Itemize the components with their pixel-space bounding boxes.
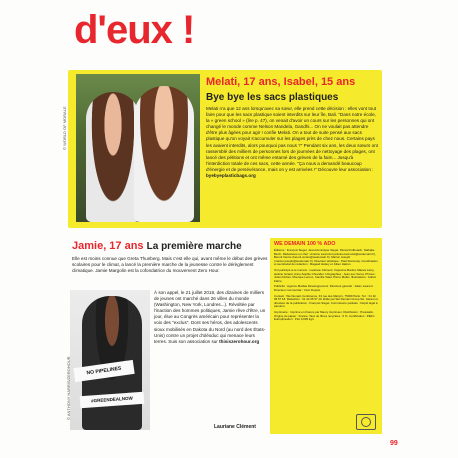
article-top-body-text: Melati n'a que 12 ans lorsqu'avec sa sœur, elle prend cette décision : elles vont tout faire pour que les sacs plastique soient interdits sur leur île, Bali. "Dans notre école, la « green school » (lire p. 47), on venait d'avoir un cours sur les personnes qui ont changé le monde comme Nelson Mandela, Gandhi... On ne voulait pas attendre d'être plus âgées pour agir ! confie Melati. On a tout de suite pensé aux sacs plastique qu'on voyait s'accumuler sur les plages près de chez nous. Certains pays les avaient interdits, alors pourquoi pas nous ?" Pendant six ans, les deux sœurs ont rassemblé des milliers de personnes lors de journées de nettoyage des plages, ont lancé des pétitions et ont même entamé des grèves de la faim... Jusqu'à l'interdiction totale de ces sacs, cette année. "Ça nous a demandé beaucoup d'énergie et de persévérance, mais on y est arrivées !" Découvre leur association : — [206, 106, 378, 172]
colophon-paragraph: Imprimerie : Imprimé en France par Maury Imprimeur. Distribution : Presstalis. Origine du papier : France. Taux de fibres recyclées : 0 %. Certification : PEFC. Eutrophisation : Ptot 0,005 kg/t. — [274, 309, 376, 322]
article-top-photo-credit: © WORLD OF MORALE — [62, 106, 67, 150]
photo-person-left — [86, 92, 140, 222]
article-bottom-body-text: À son appel, le 21 juillet 2018, des dizaines de milliers de jeunes ont marché dans 26 villes du monde (Washington, New York, Londres...). Révoltée par l'inaction des hommes politiques, Jamie rêve d'être, un jour, élue au Congrès américain pour représenter la voix des "exclus". Dont ses héros, des adolescents sioux mobilisés en Dakota du Nord (au nord des États-Unis) contre un projet d'oléoduc qui menace leurs terres. Suis son association sur — [154, 290, 266, 344]
page-number: 99 — [390, 440, 398, 447]
article-bottom-link[interactable]: thisiszerohour.org — [219, 338, 260, 344]
article-top-link[interactable]: byebyeplasticbags.org — [206, 173, 256, 179]
photo-sign-2: #GREENDEALNOW — [80, 392, 145, 408]
colophon-text — [274, 249, 378, 324]
article-top-body — [206, 106, 378, 179]
page-headline: d'eux ! — [74, 8, 195, 52]
article-bottom-photo — [70, 290, 150, 430]
colophon-paragraph: Publicité : Agence Médias Développement. Directeur général : Julien Laurent. Directeur commercial : Yann Dupuis. — [274, 284, 374, 292]
photo-person-right — [134, 86, 194, 222]
article-bottom-intro: Elle est moins connue que Greta Thunberg. Mais c'est elle qui, avant même le début des grèves scolaires pour le climat, a lancé la première marche de la jeunesse contre le dérèglement climatique. Jamie Margolin est la cofondatrice du mouvement Zero Hour. — [72, 256, 268, 274]
article-bottom-subtitle: La première marche — [146, 241, 242, 252]
article-top-photo — [76, 74, 200, 222]
article-bottom-title-text: Jamie, 17 ans — [72, 240, 144, 252]
colophon-paragraph: Contact : We Demain Conférence, 43 rue des Martyrs, 75009 Paris. Tél. : 01 42 05 57 18. Rédaction : 01 42 05 57 19. Édité par We Demain Group SA. Gérant et directeur de la publication : François Siegel. Commission paritaire : Dépôt légal à parution. — [274, 293, 378, 309]
photo-sign-1: NO PIPELINES — [73, 360, 134, 382]
article-top-subtitle: Bye bye les sacs plastiques — [206, 92, 339, 103]
article-bottom-body — [154, 290, 268, 345]
article-bottom-title — [72, 240, 272, 252]
article-bottom-author: Lauriane Clément — [214, 424, 256, 430]
colophon-title: WE DEMAIN 100 % ADO — [274, 241, 336, 247]
recycle-logo-icon — [356, 414, 376, 430]
article-top-title: Melati, 17 ans, Isabel, 15 ans — [206, 76, 356, 88]
colophon-paragraph: Éditions : François Siegel, Jean-Dominique Siegel. Pascal Kuffenach, Nathalie Bezin. Rédacteurs en chef : Antoine Lannuzel (antoine.lannuzel@wedemain.fr), Benoît Ventre (benoit.ventre@wedemain.fr). Marion Joseph (marion.joseph@wedemain.fr). Directeur artistique : Paul Ronceray. Coordination et secrétariat de rédaction : Magaud Hattey et Julien Hatton. — [274, 248, 378, 267]
article-bottom-photo-credit: © ANTHONY HARRIS/ZEROHOUR — [66, 356, 71, 420]
colophon-paragraph: Ont participé à ce numéro : Lauriane Clément, Capucine Bordet, Maëva Lamy, Hélène Giraud, Anne-Sophie Chevalier. Infographies : Jean-Luc Verna. Photos : Julien Dufour, Monique Leroux, Camille Vatel, Pierre Muller. Illustrations : Adrien Fabre. — [274, 267, 377, 283]
